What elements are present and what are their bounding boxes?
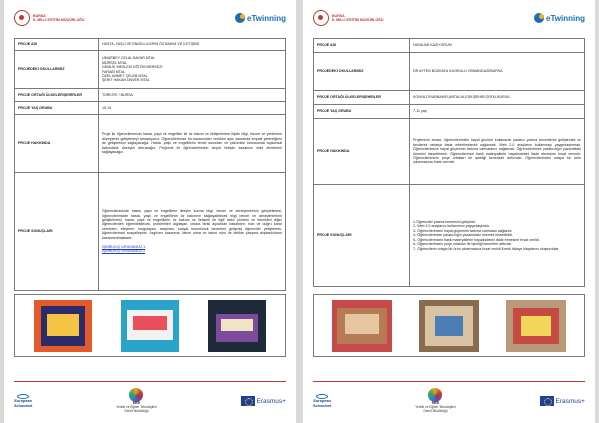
project-info-table bbox=[14, 38, 286, 291]
photo-poster-3 bbox=[208, 300, 266, 352]
school-name: GEMLİK MESLEKİ EĞİTİM MERKEZİ bbox=[102, 65, 163, 70]
row-key: PROJE YAŞ GRUBU bbox=[15, 102, 99, 115]
erasmus-logo: Erasmus+ bbox=[540, 396, 585, 406]
school-logo-line2: İL MİLLİ EĞİTİM MÜDÜRLÜĞÜ bbox=[332, 18, 384, 22]
meb-logo: MEB Yenilik ve Eğitim Teknolojileri Genel Müdürlüğü bbox=[415, 388, 456, 413]
etwinning-logo bbox=[534, 13, 585, 23]
row-key: PROJEDEKİ OKULLARIMIZ bbox=[15, 51, 99, 89]
collab-product-link-1[interactable]: İŞBİRLİKÇİ ÜRÜNÜMÜZ 1 bbox=[102, 245, 146, 250]
erasmus-logo: Erasmus+ bbox=[241, 396, 286, 406]
row-value: Proje ile öğrencilerimizin hasta, yaşlı ve engelliler ile öz bakım ve iletişimlerine ilişkin bilgi, beceri ve yenilenen düzeylerini geliştirmeyi amaçlıyoruz. Öğrencilerimize bu kazanımları verirken aynı zamanda empati yeteneğinin de gelişmesini sağlayacağız. Hasta, yaşlı ve engellilerin temel sorunları ve çözümleri konusunda toplumsal farkındalık düzeyini artıracağız. Projemiz ile öğrencilerimizin birçok iletişim kazanımı elde etmelerini sağlayacağız. bbox=[99, 115, 286, 173]
row-value: HAYALİMİ KAZIYORUM bbox=[410, 39, 585, 53]
row-key: PROJE SONUÇLARI bbox=[15, 173, 99, 291]
result-item: 3- Öğrencilerimizin hayal güçlerinin farkına varmaları sağlandı. bbox=[413, 228, 513, 233]
table-row bbox=[15, 173, 286, 291]
row-key: PROJE HAKKINDA bbox=[314, 119, 410, 185]
page-footer bbox=[14, 388, 286, 414]
table-row bbox=[15, 115, 286, 173]
photo-classroom-3 bbox=[506, 300, 566, 352]
project-photos bbox=[313, 294, 585, 357]
table-row bbox=[15, 51, 286, 89]
row-key: PROJE ADI bbox=[15, 39, 99, 51]
table-row bbox=[314, 39, 585, 53]
school-logo-line1: BURSA bbox=[33, 13, 46, 18]
results-text: Öğrencilerimizde hasta, yaşlı ve engellilere iletişim kurma bilgi, beceri ve deneyimlerinin geliştirilmesi, öğrencilerimizde hasta, yaşlı ve engellilerin öz bakımını sağlayabilecek bilgi beceri ve deneyimlerinin geliştirilmesi, hasta, yaşlı ve engellilerin öz bakımı ve iletişimi ile ilgili farklı yöntem ve teknikleri diğer öğrencilerden öğrenilebilecek, problemleri algılayan, onlara farklı açılardan bakabilen, hızlı ve doğru karar verebilen, eleştiren, sorgulayan, araştıran, sosyal sorumluluk becerileri gelişmiş öğrenciler yetiştirmek, öğrencilerimizi sosyalleşme, özgüven kazanma, takım olma ve takım ruhu ile birlikte çalışma alışkanlıkların kazandırılmaktadır. bbox=[102, 209, 282, 240]
table-row bbox=[15, 39, 286, 51]
row-value bbox=[410, 185, 585, 287]
row-key: PROJE ORTAĞI ÜLKELER/ŞEHİRLER bbox=[314, 91, 410, 105]
photo-poster-1 bbox=[34, 300, 92, 352]
document-page-left bbox=[4, 0, 296, 423]
table-row bbox=[15, 102, 286, 115]
row-value: TÜRKİYE / BURSA bbox=[99, 89, 286, 102]
row-value: HASTA, YAŞLI VE ENGELLİLERİN ÖZ BAKIM VE İLETİŞİMİ bbox=[99, 39, 286, 51]
project-photos bbox=[14, 294, 286, 357]
table-row bbox=[314, 185, 585, 287]
footer-divider bbox=[313, 381, 585, 382]
collab-product-link-2[interactable]: İŞBİRLİKÇİ ÜRÜNÜMÜZ 2 bbox=[102, 249, 146, 254]
etwinning-icon bbox=[534, 13, 544, 23]
row-key: PROJE ADI bbox=[314, 39, 410, 53]
school-emblem-icon bbox=[14, 10, 30, 26]
document-page-right bbox=[303, 0, 595, 423]
school-name: FARABİ MTAL bbox=[102, 69, 126, 74]
etwinning-label: eTwinning bbox=[247, 13, 286, 23]
row-value bbox=[99, 173, 286, 291]
row-value: DR AYTEN BOZKAYA İLKOKULU OSMANGAZİ/BURSA bbox=[410, 53, 585, 91]
page-header bbox=[313, 10, 585, 32]
school-logo bbox=[313, 10, 383, 26]
meb-star-icon bbox=[129, 388, 143, 402]
etwinning-logo bbox=[235, 13, 286, 23]
table-row bbox=[314, 91, 585, 105]
page-footer bbox=[313, 388, 585, 414]
school-name: UMURBEY CELAL BAYAR MTAL bbox=[102, 56, 156, 61]
row-key: PROJEDEKİ OKULLARIMIZ bbox=[314, 53, 410, 91]
table-row bbox=[15, 89, 286, 102]
school-name: ŞEHİT HAKAN ÜNVER MTAL bbox=[102, 78, 150, 83]
table-row bbox=[314, 119, 585, 185]
photo-classroom-2 bbox=[419, 300, 479, 352]
school-logo-line2: İL MİLLİ EĞİTİM MÜDÜRLÜĞÜ bbox=[33, 18, 85, 22]
result-item: 2- Web 2.0 araçlarını kullanımını yaygınlaştırdık. bbox=[413, 224, 491, 229]
result-item: 1-Öğrenciler yazma becerisini geliştirdi. bbox=[413, 220, 476, 225]
row-value: KONYA,DİYARBAKIR,ANTALYA,ESKİŞEHİR,ORDU,BURSA bbox=[410, 91, 585, 105]
meb-star-icon bbox=[428, 388, 442, 402]
row-value: 15-19 bbox=[99, 102, 286, 115]
eu-flag-icon bbox=[241, 396, 255, 406]
school-name: MÜRSEL MTAL bbox=[102, 60, 128, 65]
result-item: 7- Öğrencilerin ortaya bir ürün çıkarmasına fırsat verildi.Kendi hikaye kitaplarını oluşturdular bbox=[413, 246, 559, 251]
photo-poster-2 bbox=[121, 300, 179, 352]
school-logo-line1: BURSA bbox=[332, 13, 345, 18]
european-schoolnet-logo: European Schoolnet bbox=[14, 394, 32, 408]
page-header bbox=[14, 10, 286, 32]
row-key: PROJE ORTAĞI ÜLKELER/ŞEHİRLER bbox=[15, 89, 99, 102]
row-value: 7-11 yaş bbox=[410, 105, 585, 119]
table-row bbox=[314, 105, 585, 119]
result-item: 4- Öğrencilerimize yaratıcılığın yazarlıktaki önemini hissettirildi. bbox=[413, 233, 514, 238]
result-item: 6- Öğrencilerimizin proje ortakları ile işbirliği becerileri arttırıldı. bbox=[413, 242, 513, 247]
row-key: PROJE HAKKINDA bbox=[15, 115, 99, 173]
school-emblem-icon bbox=[313, 10, 329, 26]
school-name: ÖZEL AHMET ÇELEB MTAL bbox=[102, 73, 148, 78]
etwinning-label: eTwinning bbox=[546, 13, 585, 23]
row-key: PROJE YAŞ GRUBU bbox=[314, 105, 410, 119]
footer-divider bbox=[14, 381, 286, 382]
row-value: Projemizin amacı, öğrencilerimizin hayal gücünü kullanarak yaratıcı yazma becerilerini geliştirmek ve becilerini rahatça ifade edebilmelerini sağlamak. Web 2.0 araçlarını kullanmayı yaygınlaştırmak. Öğrencilerimizin hayal güçlerinin farkına varmalarını sağlamak. Öğrencilerimize yaratıcılığın yazarlıktaki önemini hissettirmek. Öğrencilerimizi basit materyallerle hayalindekini ifade etmesine fırsat vermek. Öğrencilerimizin proje ortakları ile işbirliği becerisini arttırmak. Öğrencilerimizin ortaya bir ürün çıkarmasına fırsat vermek. bbox=[410, 119, 585, 185]
meb-logo: MEB Yenilik ve Eğitim Teknolojileri Genel Müdürlüğü bbox=[116, 388, 157, 413]
row-value bbox=[99, 51, 286, 89]
row-key: PROJE SONUÇLARI bbox=[314, 185, 410, 287]
eu-flag-icon bbox=[540, 396, 554, 406]
european-schoolnet-logo: European Schoolnet bbox=[313, 394, 331, 408]
photo-classroom-1 bbox=[332, 300, 392, 352]
school-logo bbox=[14, 10, 84, 26]
table-row bbox=[314, 53, 585, 91]
etwinning-icon bbox=[235, 13, 245, 23]
project-info-table bbox=[313, 38, 585, 287]
result-item: 5- Öğrencilerimizin basit materyallerle hayalindekini ifade etmesine fırsat verildi. bbox=[413, 237, 540, 242]
